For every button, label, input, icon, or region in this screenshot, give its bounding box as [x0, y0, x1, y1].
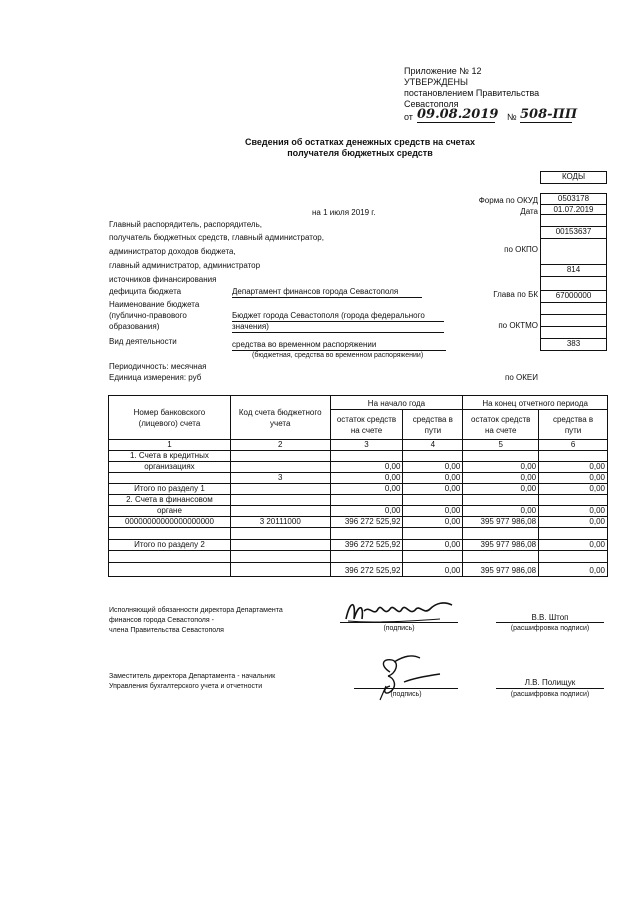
heb-l1: остаток средств: [471, 414, 531, 424]
table-cell-col5: [463, 451, 539, 462]
label-distributor-3: администратор доходов бюджета,: [109, 247, 236, 256]
table-row: [109, 462, 608, 473]
codes-empty-2: [541, 239, 606, 265]
col-num-5: 5: [463, 440, 539, 451]
table-cell-col6: [539, 551, 608, 563]
okei-code: 383: [566, 339, 581, 348]
table-cell-col2: [230, 528, 330, 540]
table-cell-col4: [403, 495, 463, 506]
table-cell-col5: 395 977 986,08: [463, 540, 539, 551]
label-activity: Вид деятельности: [109, 337, 177, 346]
hst-l2: пути: [424, 425, 442, 435]
hst-l1: средства в: [412, 414, 453, 424]
periodicity-label: Периодичность: месячная: [109, 362, 207, 371]
table-row: [109, 484, 608, 495]
codes-header-box: [540, 171, 607, 184]
signer1-name-hint: (расшифровка подписи): [510, 625, 590, 632]
table-cell-col6: 0,00: [539, 506, 608, 517]
table-cell-col1: [109, 563, 231, 577]
header-account-number-l2: (лицевого) счета: [138, 418, 201, 428]
table-cell-col3: 0,00: [330, 473, 403, 484]
signer1-role-3: члена Правительства Севастополя: [109, 627, 224, 634]
table-row: [109, 528, 608, 540]
okpo-code: 00153637: [541, 227, 606, 239]
label-distributor-6: дефицита бюджета: [109, 287, 182, 296]
table-cell-col5: 395 977 986,08: [463, 517, 539, 528]
table-cell-col1: 1. Счета в кредитных: [109, 451, 231, 462]
table-cell-col3: 396 272 525,92: [330, 540, 403, 551]
het-l1: средства в: [552, 414, 594, 424]
label-budget-2: (публично-правового: [109, 311, 187, 320]
table-cell-col4: 0,00: [403, 462, 463, 473]
table-cell-col6: 0,00: [539, 462, 608, 473]
codes-empty-3: [541, 277, 606, 291]
header-account-code: [230, 396, 330, 440]
label-distributor-4: главный администратор, администратор: [109, 261, 261, 270]
table-cell-col1: органе: [109, 506, 231, 517]
unit-label: Единица измерения: руб: [109, 373, 202, 382]
bk-label: Глава по БК: [493, 290, 538, 299]
balances-table: [108, 395, 608, 577]
table-cell-col6: [539, 528, 608, 540]
signer1-role-2: финансов города Севастополя -: [109, 617, 214, 624]
budget-name-line2: значения): [232, 322, 444, 333]
codes-empty-5: [541, 315, 606, 327]
table-cell-col5: [463, 495, 539, 506]
codes-values-box: [540, 193, 607, 351]
table-cell-col4: 0,00: [403, 517, 463, 528]
table-cell-col3: 0,00: [330, 506, 403, 517]
label-distributor-5: источников финансирования: [109, 275, 217, 284]
table-body: [109, 451, 608, 577]
header-year-start: На начало года: [330, 396, 463, 410]
label-budget-1: Наименование бюджета: [109, 300, 200, 309]
signer2-sign-hint: (подпись): [390, 691, 422, 698]
signer1-role-1: Исполняющий обязанности директора Департамента: [109, 607, 283, 614]
label-distributor-2: получатель бюджетных средств, главный администратор,: [109, 233, 324, 242]
header-start-balance: [330, 410, 403, 440]
oktmo-code: 67000000: [541, 291, 606, 303]
col-num-2: 2: [230, 440, 330, 451]
table-cell-col5: [463, 551, 539, 563]
table-cell-col4: 0,00: [403, 506, 463, 517]
signer2-name-line: [496, 688, 604, 689]
activity-value: средства во временном распоряжении: [232, 340, 446, 351]
table-row: [109, 495, 608, 506]
table-cell-col2: [230, 484, 330, 495]
okpo-label: по ОКПО: [504, 245, 538, 254]
as-of-date: на 1 июля 2019 г.: [312, 208, 376, 217]
table-cell-col3: [330, 528, 403, 540]
table-cell-col4: 0,00: [403, 473, 463, 484]
table-cell-col2: [230, 462, 330, 473]
header-period-end: На конец отчетного периода: [463, 396, 608, 410]
date-label: Дата: [520, 207, 538, 216]
table-cell-col5: [463, 528, 539, 540]
table-cell-col5: 0,00: [463, 473, 539, 484]
col-num-3: 3: [330, 440, 403, 451]
table-cell-col1: [109, 528, 231, 540]
table-cell-col6: 0,00: [539, 473, 608, 484]
table-cell-col3: 396 272 525,92: [330, 517, 403, 528]
table-cell-col4: [403, 528, 463, 540]
signer1-name: В.В. Штоп: [531, 613, 569, 622]
signer2-role-1: Заместитель директора Департамента - начальник: [109, 673, 276, 680]
table-cell-col3: 0,00: [330, 484, 403, 495]
label-distributor-1: Главный распорядитель, распорядитель,: [109, 220, 262, 229]
codes-header: КОДЫ: [561, 172, 586, 181]
table-cell-col5: 0,00: [463, 506, 539, 517]
table-row: [109, 540, 608, 551]
signer1-sign-hint: (подпись): [383, 625, 415, 632]
table-cell-col1: [109, 551, 231, 563]
approved-label: УТВЕРЖДЕНЫ: [404, 77, 468, 87]
table-cell-col4: 0,00: [403, 540, 463, 551]
table-cell-col6: [539, 451, 608, 462]
heb-l2: на счете: [485, 425, 517, 435]
header-start-transit: [403, 410, 463, 440]
column-numbers-row: [109, 440, 608, 451]
label-budget-3: образования): [109, 322, 160, 331]
table-row: [109, 551, 608, 563]
signature-1-line: [340, 622, 458, 623]
header-account-code-l2: учета: [270, 418, 291, 428]
table-cell-col1: Итого по разделу 1: [109, 484, 231, 495]
table-cell-col2: [230, 506, 330, 517]
table-row: [109, 506, 608, 517]
header-account-number-l1: Номер банковского: [133, 407, 206, 417]
signer2-name: Л.В. Полищук: [524, 678, 576, 687]
table-cell-col6: 0,00: [539, 484, 608, 495]
table-cell-col2: [230, 495, 330, 506]
table-cell-col6: [539, 495, 608, 506]
table-cell-col1: организациях: [109, 462, 231, 473]
signature-2-line: [354, 688, 458, 689]
signer1-name-line: [496, 622, 604, 623]
hsb-l2: на счете: [350, 425, 383, 435]
oktmo-label: по ОКТМО: [498, 321, 538, 330]
table-cell-col3: 396 272 525,92: [330, 563, 403, 577]
table-row: [109, 563, 608, 577]
header-account-number: [109, 396, 231, 440]
table-cell-col6: 0,00: [539, 563, 608, 577]
table-cell-col4: [403, 551, 463, 563]
signer2-name-hint: (расшифровка подписи): [510, 691, 590, 698]
table-cell-col5: 0,00: [463, 484, 539, 495]
approval-number-handwritten: 508-ПП: [520, 107, 578, 122]
table-cell-col2: [230, 563, 330, 577]
hsb-l1: остаток средств: [336, 414, 397, 424]
approval-date-handwritten: 09.08.2019: [417, 107, 499, 122]
header-end-balance: [463, 410, 539, 440]
table-cell-col3: [330, 451, 403, 462]
report-date-code: 01.07.2019: [541, 205, 606, 216]
table-cell-col4: 0,00: [403, 484, 463, 495]
header-account-code-l1: Код счета бюджетного: [238, 407, 322, 417]
codes-empty-1: [541, 215, 606, 227]
okud-label: Форма по ОКУД: [478, 196, 538, 205]
table-cell-col4: 0,00: [403, 563, 463, 577]
table-row: [109, 451, 608, 462]
budget-name-line1: Бюджет города Севастополя (города федерального: [232, 311, 444, 322]
resolution-label: постановлением Правительства: [404, 88, 540, 98]
document-title-line1: Сведения об остатках денежных средств на счетах: [245, 137, 475, 147]
table-cell-col3: 0,00: [330, 462, 403, 473]
codes-empty-4: [541, 303, 606, 315]
activity-hint: (бюджетная, средства во временном распоряжении): [252, 352, 424, 359]
city-label: Севастополя: [404, 99, 459, 109]
okei-label: по ОКЕИ: [505, 373, 538, 382]
codes-empty-6: [541, 327, 606, 339]
header-end-transit: [539, 410, 608, 440]
document-title-line2: получателя бюджетных средств: [287, 148, 433, 158]
table-header-row-1: [109, 396, 608, 410]
table-cell-col2: [230, 551, 330, 563]
table-cell-col2: [230, 451, 330, 462]
table-cell-col2: 3 20111000: [230, 517, 330, 528]
department-name: Департамент финансов города Севастополя: [232, 287, 422, 298]
table-cell-col2: [230, 540, 330, 551]
signer2-role-2: Управления бухгалтерского учета и отчетности: [109, 683, 263, 690]
table-cell-col5: 0,00: [463, 462, 539, 473]
table-row: [109, 517, 608, 528]
table-cell-col1: Итого по разделу 2: [109, 540, 231, 551]
het-l2: пути: [564, 425, 582, 435]
table-cell-col1: 2. Счета в финансовом: [109, 495, 231, 506]
table-cell-col5: 395 977 986,08: [463, 563, 539, 577]
table-cell-col1: [109, 473, 231, 484]
appendix-label: Приложение № 12: [404, 66, 482, 76]
col-num-1: 1: [109, 440, 231, 451]
number-label: №: [507, 112, 517, 122]
table-cell-col3: [330, 551, 403, 563]
table-cell-col2: 3: [230, 473, 330, 484]
table-cell-col1: 00000000000000000000: [109, 517, 231, 528]
table-row: [109, 473, 608, 484]
bk-code: 814: [541, 265, 606, 277]
col-num-4: 4: [403, 440, 463, 451]
okud-code: 0503178: [541, 194, 606, 205]
table-cell-col3: [330, 495, 403, 506]
from-label: от: [404, 112, 413, 122]
table-cell-col6: 0,00: [539, 540, 608, 551]
col-num-6: 6: [539, 440, 608, 451]
table-cell-col6: 0,00: [539, 517, 608, 528]
table-cell-col4: [403, 451, 463, 462]
